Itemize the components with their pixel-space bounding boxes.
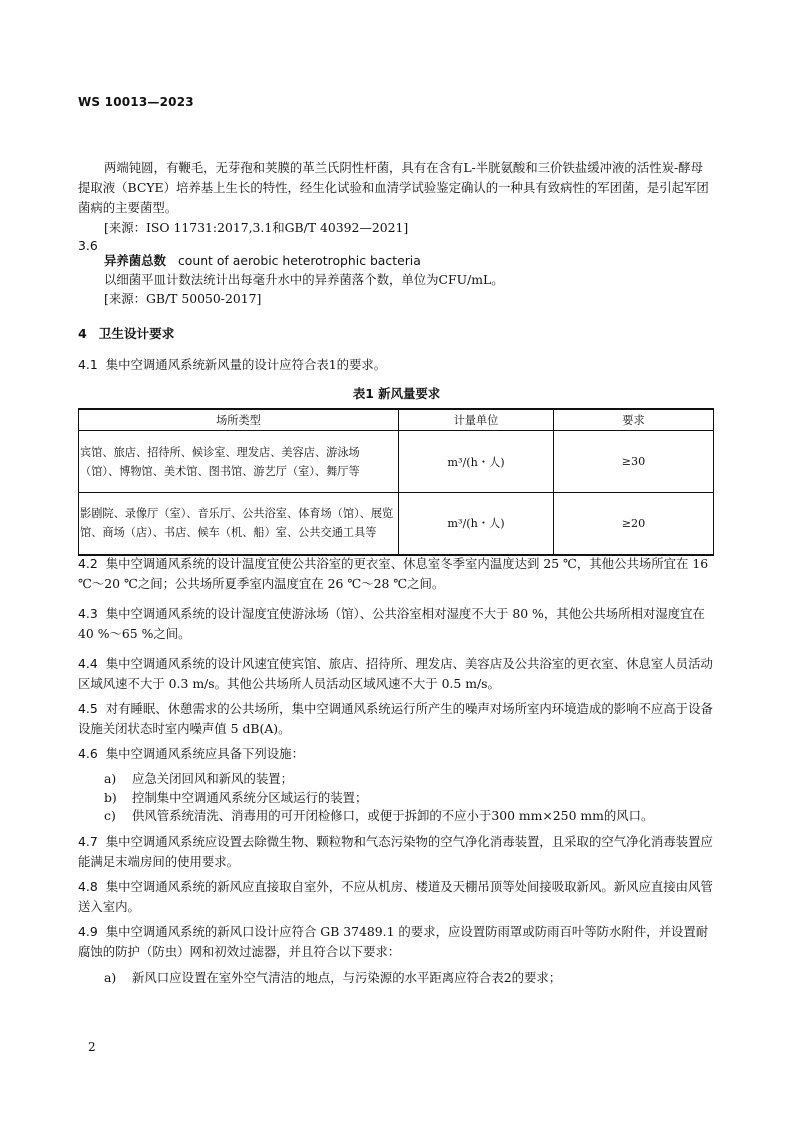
clause-4-9	[78, 922, 714, 962]
clause-4-4	[78, 654, 714, 694]
term-chinese: 异养菌总数	[104, 253, 166, 268]
clause-text: 对有睡眠、休憩需求的公共场所，集中空调通风系统运行所产生的噪声对场所室内环境造成的影响不应高于设备设施关闭状态时室内噪声值 5 dB(A)。	[78, 701, 713, 736]
page-number: 2	[88, 1040, 96, 1054]
clause-number: 4.6	[78, 746, 98, 761]
clause-number: 4.3	[78, 606, 98, 621]
section-number: 4	[78, 326, 87, 341]
list-item	[104, 968, 561, 988]
table-header-row	[79, 409, 714, 431]
header-requirement: 要求	[554, 409, 714, 431]
document-code: WS 10013—2023	[78, 95, 194, 109]
clause-4-2	[78, 554, 714, 594]
list-item	[104, 806, 653, 826]
list-item-text: 应急关闭回风和新风的装置；	[132, 771, 294, 786]
table-row	[79, 431, 714, 493]
list-item-label: b)	[104, 790, 117, 805]
definition-3-6-number: 3.6	[78, 238, 98, 253]
list-item-text: 供风管系统清洗、消毒用的可开闭检修口，或便于拆卸的不应小于300 mm×250 mm的风口。	[132, 808, 654, 823]
table-1	[78, 408, 714, 556]
clause-number: 4.2	[78, 556, 98, 571]
cell-requirement: ≥30	[554, 431, 714, 493]
cell-requirement: ≥20	[554, 493, 714, 555]
list-item-text: 新风口应设置在室外空气清洁的地点，与污染源的水平距离应符合表2的要求；	[132, 970, 562, 985]
cell-place: 宾馆、旅店、招待所、候诊室、理发店、美容店、游泳场（馆）、博物馆、美术馆、图书馆、游艺厅（室）、舞厅等	[79, 431, 399, 493]
clause-text: 集中空调通风系统新风量的设计应符合表1的要求。	[105, 357, 387, 372]
list-item-label: a)	[104, 771, 117, 786]
clause-number: 4.5	[78, 701, 98, 716]
term-english: count of aerobic heterotrophic bacteria	[177, 253, 421, 268]
clause-text: 集中空调通风系统应设置去除微生物、颗粒物和气态污染物的空气净化消毒装置，且采取的空气净化消毒装置应能满足末端房间的使用要求。	[78, 834, 713, 869]
clause-4-5	[78, 699, 714, 739]
definition-3-6-text: 以细菌平皿计数法统计出每毫升水中的异养菌落个数，单位为CFU/mL。	[104, 272, 504, 287]
cell-place: 影剧院、录像厅（室）、音乐厅、公共浴室、体育场（馆）、展览馆、商场（店）、书店、候车（机、船）室、公共交通工具等	[79, 493, 399, 555]
header-unit: 计量单位	[399, 409, 554, 431]
clause-text: 集中空调通风系统的设计风速宜使宾馆、旅店、招待所、理发店、美容店及公共浴室的更衣室、休息室人员活动区域风速不大于 0.3 m/s。其他公共场所人员活动区域风速不大于 0.5 m/s。	[78, 656, 713, 691]
clause-text: 集中空调通风系统的新风应直接取自室外，不应从机房、楼道及天棚吊顶等处间接吸取新风。新风应直接由风管送入室内。	[78, 879, 713, 914]
clause-number: 4.9	[78, 924, 98, 939]
definition-3-6-term	[104, 251, 421, 271]
clause-4-7	[78, 832, 714, 872]
clause-number: 4.4	[78, 656, 98, 671]
clause-4-1	[78, 355, 386, 375]
clause-text: 集中空调通风系统的新风口设计应符合 GB 37489.1 的要求，应设置防雨罩或防雨百叶等防水附件，并设置耐腐蚀的防护（防虫）网和初效过滤器，并且符合以下要求：	[78, 924, 709, 959]
table-1-caption: 表1 新风量要求	[352, 386, 441, 401]
definition-3-5-text: 两端钝圆，有鞭毛，无芽孢和荚膜的革兰氏阴性杆菌，具有在含有L-半胱氨酸和三价铁盐缓冲液的活性炭-酵母提取液（BCYE）培养基上生长的特性，经生化试验和血清学试验鉴定确认的一种具有致病性的军团菌，是引起军团菌病的主要菌型。	[78, 160, 709, 215]
clause-4-6	[78, 744, 304, 764]
clause-number: 4.7	[78, 834, 98, 849]
list-item	[104, 788, 367, 808]
section-4-heading	[78, 323, 174, 342]
cell-unit: m³/(h・人)	[399, 431, 554, 493]
list-item	[104, 769, 293, 789]
cell-unit: m³/(h・人)	[399, 493, 554, 555]
clause-4-8	[78, 877, 714, 917]
clause-text: 集中空调通风系统应具备下列设施：	[105, 746, 304, 761]
section-title: 卫生设计要求	[98, 326, 175, 341]
clause-number: 4.1	[78, 357, 98, 372]
clause-number: 4.8	[78, 879, 98, 894]
clause-4-3	[78, 604, 714, 644]
definition-3-5-source: [来源：ISO 11731:2017,3.1和GB/T 40392—2021]	[104, 220, 409, 235]
header-place-type: 场所类型	[79, 409, 399, 431]
definition-3-6-source: [来源：GB/T 50050-2017]	[104, 291, 262, 306]
list-item-label: a)	[104, 970, 117, 985]
clause-text: 集中空调通风系统的设计温度宜使公共浴室的更衣室、休息室冬季室内温度达到 25 ℃，其他公共场所宜在 16 ℃～20 ℃之间；公共场所夏季室内温度宜在 26 ℃～28 ℃之间。	[78, 556, 709, 591]
list-item-text: 控制集中空调通风系统分区域运行的装置；	[132, 790, 368, 805]
list-item-label: c)	[104, 808, 116, 823]
clause-text: 集中空调通风系统的设计湿度宜使游泳场（馆）、公共浴室相对湿度不大于 80 %，其他公共场所相对湿度宜在 40 %～65 %之间。	[78, 606, 705, 641]
table-row	[79, 493, 714, 555]
